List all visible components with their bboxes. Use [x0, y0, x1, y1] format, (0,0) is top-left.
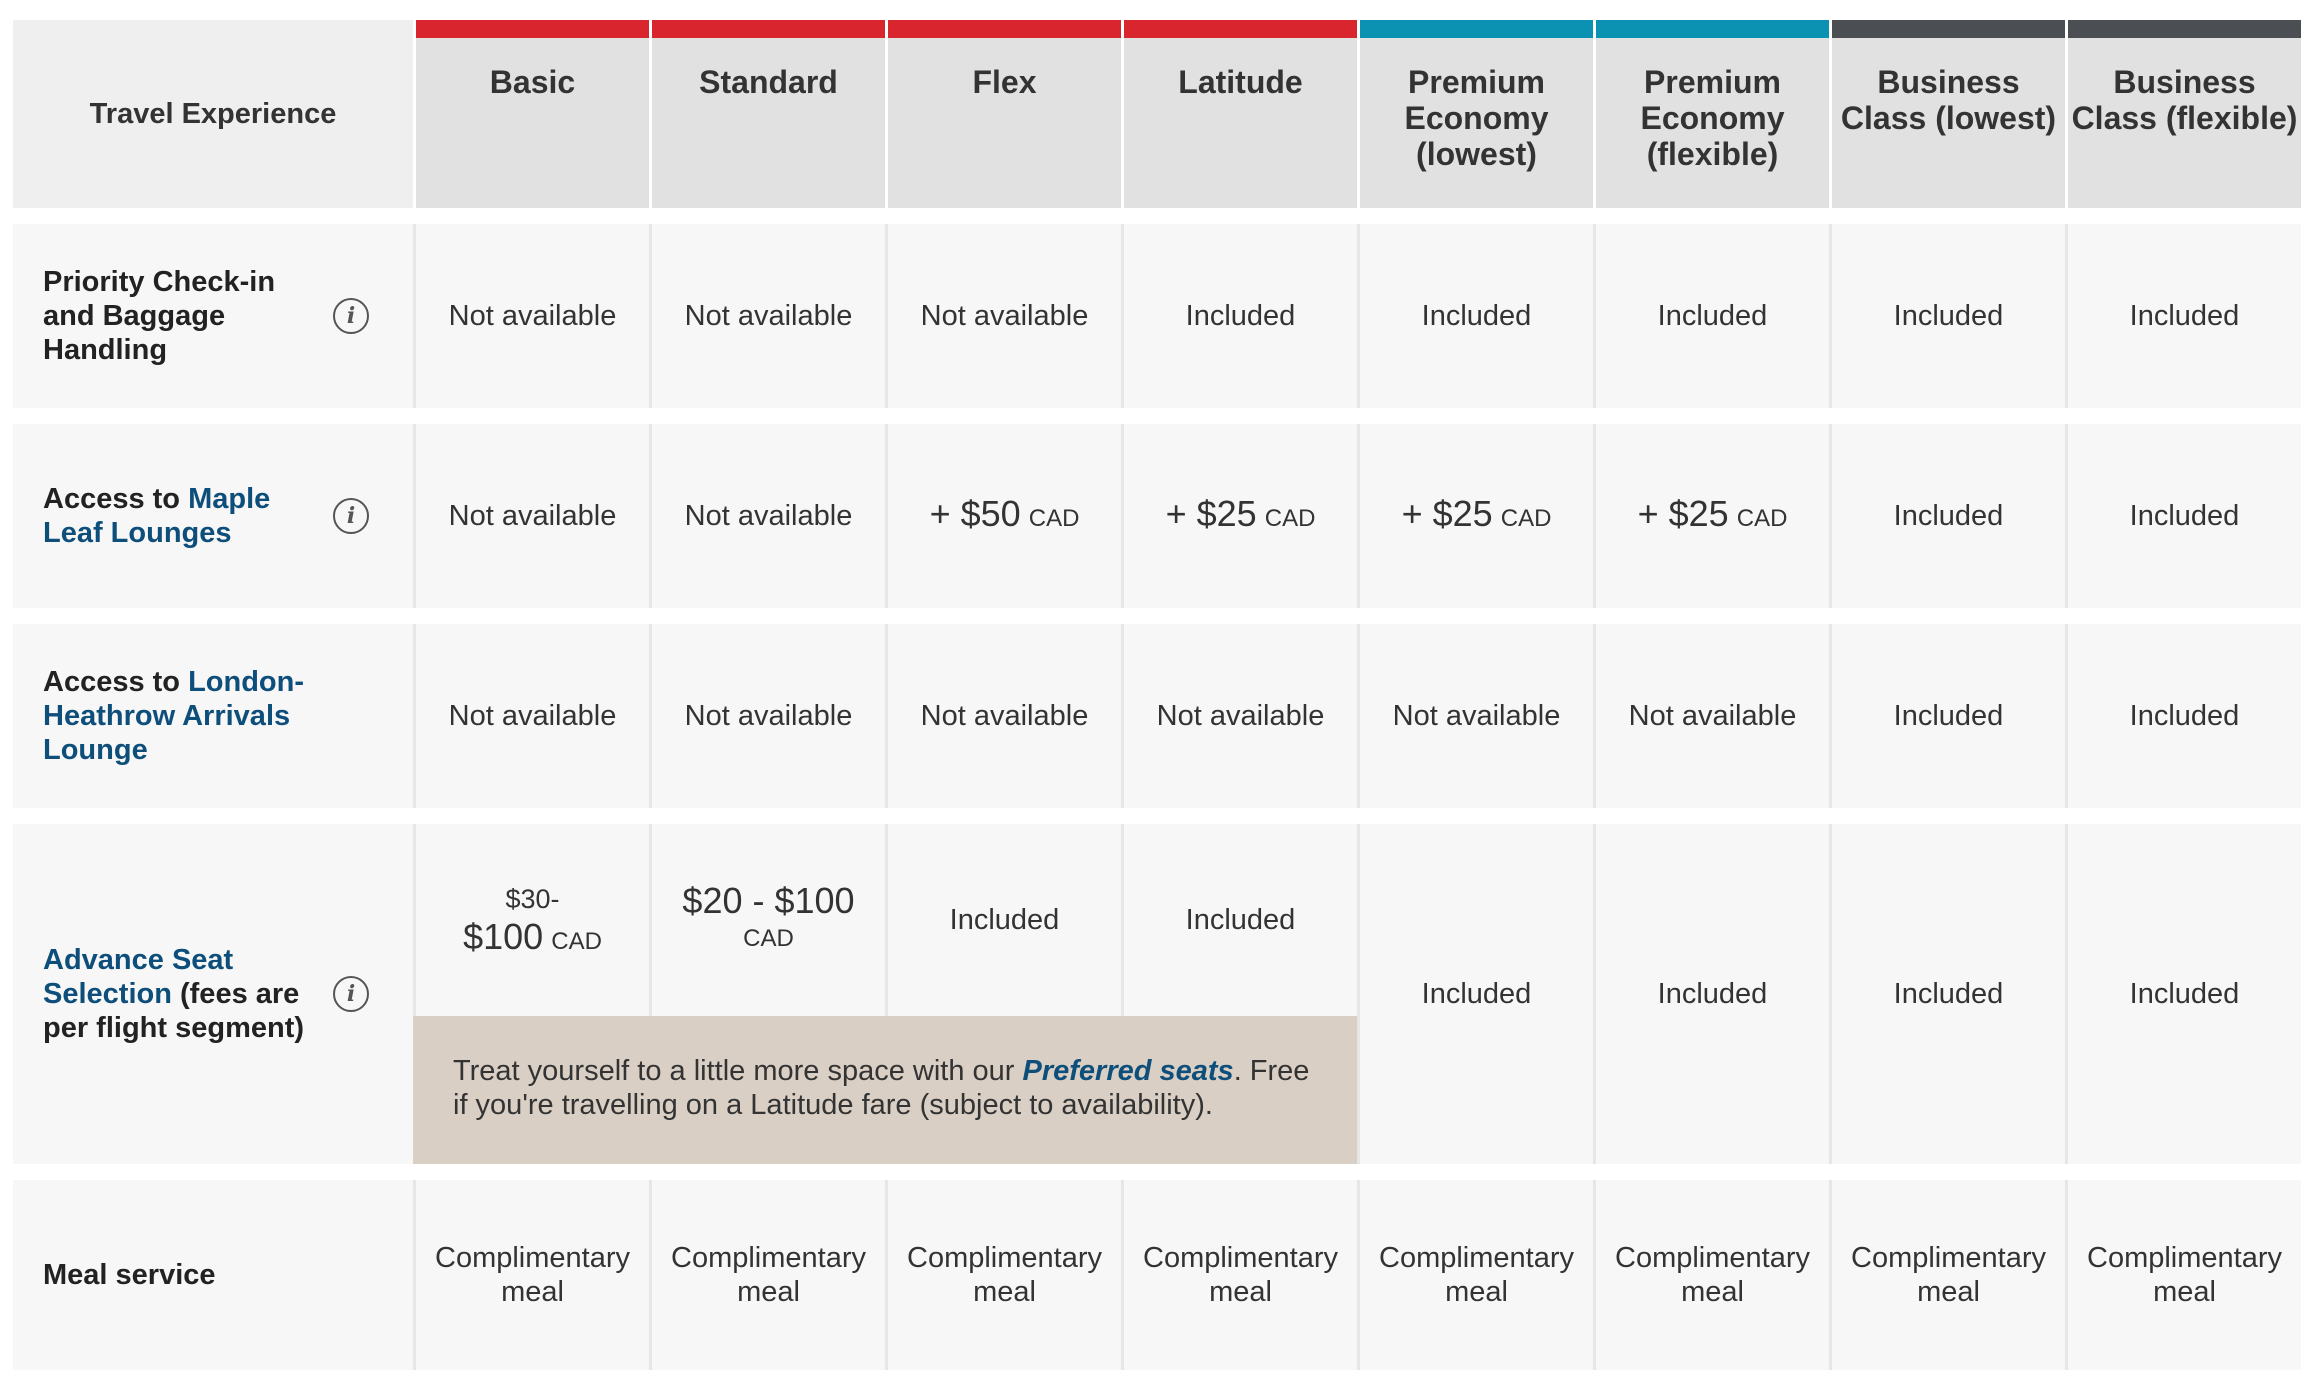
currency: CAD — [743, 925, 794, 952]
meal-text: Complimentary meal — [671, 1242, 866, 1308]
cell-priority-premium-flexible: Included — [1593, 224, 1829, 408]
cell-meal-standard — [649, 1180, 885, 1370]
cell-heathrow-premium-lowest: Not available — [1357, 624, 1593, 808]
header-business-lowest-bar — [1832, 20, 2065, 38]
header-standard-bar — [652, 20, 885, 38]
cell-priority-business-lowest: Included — [1829, 224, 2065, 408]
cell-priority-flex: Not available — [885, 224, 1121, 408]
currency: CAD — [551, 927, 602, 955]
meal-text: Complimentary meal — [1615, 1242, 1810, 1308]
header-label: Basic — [489, 64, 576, 100]
info-icon[interactable]: i — [333, 298, 369, 334]
advance-seat-selection-link[interactable]: Advance Seat Selection — [43, 944, 234, 1010]
row-label-text — [43, 482, 313, 550]
header-premium-flexible-bar — [1596, 20, 1829, 38]
cell-heathrow-standard: Not available — [649, 624, 885, 808]
header-flex — [885, 20, 1121, 208]
cell-meal-latitude — [1121, 1180, 1357, 1370]
header-premium-lowest — [1357, 20, 1593, 208]
cell-seat-premium-lowest: Included — [1357, 824, 1593, 1164]
meal-text: Complimentary meal — [907, 1242, 1102, 1308]
cell-priority-premium-lowest: Included — [1357, 224, 1593, 408]
meal-text: Complimentary meal — [1379, 1242, 1574, 1308]
header-label: Business Class (lowest) — [1840, 64, 2057, 136]
cell-maple-business-flexible: Included — [2065, 424, 2301, 608]
preferred-seats-link[interactable]: Preferred seats — [1022, 1055, 1234, 1087]
cell-seat-business-flexible: Included — [2065, 824, 2301, 1164]
meal-text: Complimentary meal — [435, 1242, 630, 1308]
row-label-maple-leaf — [13, 424, 413, 608]
header-label: Premium Economy (flexible) — [1640, 64, 1785, 172]
header-basic-bar — [416, 20, 649, 38]
cell-heathrow-business-flexible: Included — [2065, 624, 2301, 808]
cell-seat-basic — [413, 824, 649, 1016]
cell-meal-basic — [413, 1180, 649, 1370]
cell-meal-business-flexible — [2065, 1180, 2301, 1370]
row-label-text — [43, 943, 313, 1045]
seat-basic-range-start: $30- — [505, 883, 560, 914]
cell-maple-premium-lowest — [1357, 424, 1593, 608]
currency: CAD — [1264, 504, 1316, 532]
header-latitude-bar — [1124, 20, 1357, 38]
price: $20 - $100 — [682, 880, 855, 921]
cell-maple-latitude — [1121, 424, 1357, 608]
meal-text: Complimentary meal — [1851, 1242, 2046, 1308]
header-label: Premium Economy (lowest) — [1404, 64, 1549, 172]
row-label-prefix: Access to — [43, 666, 189, 698]
header-label: Latitude — [1178, 64, 1303, 100]
price: + $25 — [1165, 492, 1257, 534]
cell-priority-standard: Not available — [649, 224, 885, 408]
fare-comparison-table — [13, 20, 2301, 1370]
cell-seat-flex: Included — [885, 824, 1121, 1016]
cell-maple-standard: Not available — [649, 424, 885, 608]
cell-heathrow-business-lowest: Included — [1829, 624, 2065, 808]
cell-heathrow-latitude: Not available — [1121, 624, 1357, 808]
cell-maple-business-lowest: Included — [1829, 424, 2065, 608]
row-label-text — [43, 665, 313, 767]
row-label-prefix: Access to — [43, 483, 189, 515]
cell-priority-latitude: Included — [1121, 224, 1357, 408]
cell-heathrow-basic: Not available — [413, 624, 649, 808]
preferred-seats-promo — [413, 1016, 1357, 1164]
currency: CAD — [1500, 504, 1552, 532]
cell-seat-business-lowest: Included — [1829, 824, 2065, 1164]
cell-maple-basic: Not available — [413, 424, 649, 608]
cell-seat-premium-flexible: Included — [1593, 824, 1829, 1164]
info-icon[interactable]: i — [333, 976, 369, 1012]
currency: CAD — [1028, 504, 1080, 532]
promo-text-after: . Free if you're travelling on a Latitude fare (subject to availability). — [453, 1055, 1310, 1121]
cell-maple-flex — [885, 424, 1121, 608]
cell-seat-standard — [649, 824, 885, 1016]
row-label-text: Meal service — [43, 1259, 216, 1291]
header-basic — [413, 20, 649, 208]
cell-meal-premium-flexible — [1593, 1180, 1829, 1370]
header-label: Flex — [972, 64, 1037, 100]
seat-economy-group — [413, 824, 1357, 1164]
header-business-flexible-bar — [2068, 20, 2301, 38]
header-standard — [649, 20, 885, 208]
header-business-flexible — [2065, 20, 2301, 208]
currency: CAD — [1736, 504, 1788, 532]
cell-priority-basic: Not available — [413, 224, 649, 408]
cell-heathrow-flex: Not available — [885, 624, 1121, 808]
price: $100 — [463, 915, 544, 957]
cell-meal-premium-lowest — [1357, 1180, 1593, 1370]
price: + $50 — [929, 492, 1021, 534]
header-business-lowest — [1829, 20, 2065, 208]
cell-meal-business-lowest — [1829, 1180, 2065, 1370]
row-label-priority-checkin — [13, 224, 413, 408]
row-label-heathrow — [13, 624, 413, 808]
header-label: Business Class (flexible) — [2071, 64, 2298, 136]
cell-meal-flex — [885, 1180, 1121, 1370]
cell-priority-business-flexible: Included — [2065, 224, 2301, 408]
price: + $25 — [1637, 492, 1729, 534]
header-flex-bar — [888, 20, 1121, 38]
heathrow-arrivals-lounge-link[interactable]: London-Heathrow Arrivals Lounge — [43, 666, 305, 766]
meal-text: Complimentary meal — [2087, 1242, 2282, 1308]
row-label-suffix: (fees are per flight segment) — [43, 978, 305, 1044]
cell-seat-latitude: Included — [1121, 824, 1357, 1016]
row-label-seat-selection — [13, 824, 413, 1164]
row-label-meal-service — [13, 1180, 413, 1370]
header-premium-flexible — [1593, 20, 1829, 208]
cell-heathrow-premium-flexible: Not available — [1593, 624, 1829, 808]
header-premium-lowest-bar — [1360, 20, 1593, 38]
header-label: Standard — [699, 64, 838, 100]
row-label-text: Priority Check-in and Baggage Handling — [43, 266, 276, 366]
meal-text: Complimentary meal — [1143, 1242, 1338, 1308]
maple-leaf-lounges-link[interactable]: Maple Leaf Lounges — [43, 483, 271, 549]
info-icon[interactable]: i — [333, 498, 369, 534]
header-latitude — [1121, 20, 1357, 208]
cell-maple-premium-flexible — [1593, 424, 1829, 608]
promo-text-before: Treat yourself to a little more space with our — [453, 1055, 1023, 1087]
price: + $25 — [1401, 492, 1493, 534]
header-travel-experience: Travel Experience — [13, 20, 413, 208]
